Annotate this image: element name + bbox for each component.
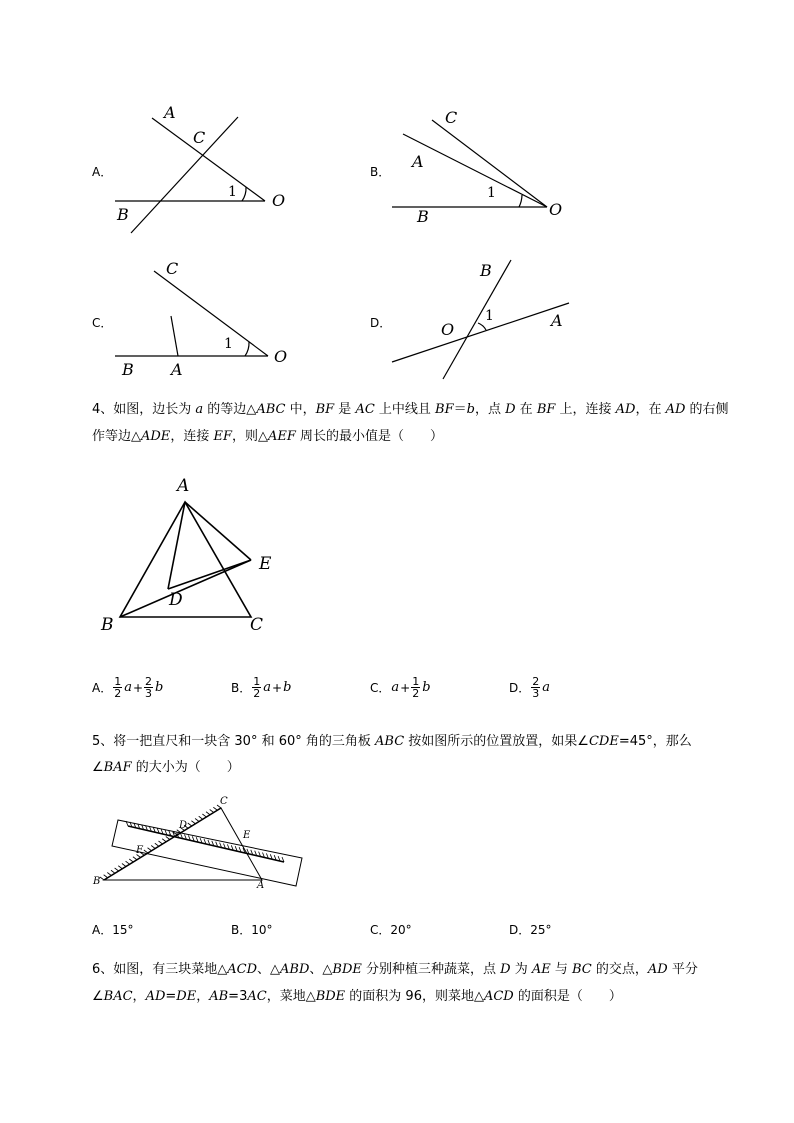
ruler-tick <box>195 819 199 822</box>
q4-question-line1: 4、如图，边长为 a 的等边△ABC 中，BF 是 AC 上中线且 BF＝b，点 D 在 BF 上，连接 AD，在 AD 的右侧 <box>92 402 729 417</box>
ruler-tick <box>191 821 195 824</box>
q6-question-line1: 6、如图，有三块菜地△ACD、△ABD、△BDE 分别种植三种蔬菜，点 D 为 AE 与 BC 的交点，AD 平分 <box>92 962 698 977</box>
ruler-tick <box>118 866 122 869</box>
q5-hatch-marks <box>100 805 284 880</box>
q4-option-c[interactable]: C． a + $\frac{1}{2}$ b <box>370 675 431 700</box>
ruler-tick <box>104 875 108 878</box>
q4-option-b[interactable]: B． $\frac{1}{2}$ a + b <box>231 675 292 700</box>
ruler-tick <box>210 810 214 813</box>
ruler-tick <box>100 877 104 880</box>
q4-option-d[interactable]: D． $\frac{2}{3}$ a <box>509 675 551 700</box>
q3a-point-b: B <box>117 205 129 224</box>
fraction: $\frac{2}{3}$ <box>532 675 540 700</box>
ruler-tick <box>213 807 217 810</box>
q3c-angle-1: 1 <box>224 336 233 352</box>
q3-option-c-label[interactable]: C． <box>92 316 113 330</box>
q3b-point-a: A <box>412 152 424 171</box>
ruler-tick <box>199 816 203 819</box>
q5-point-d: D <box>179 820 188 831</box>
ruler-tick <box>155 843 159 846</box>
q4-figure <box>120 502 251 617</box>
q3a-point-a: A <box>164 103 176 122</box>
q3a-point-o: O <box>272 191 286 210</box>
q4-point-d: D <box>169 590 183 610</box>
ruler-tick <box>115 868 119 871</box>
ruler-tick <box>126 861 130 864</box>
q3-figure-a <box>115 117 265 233</box>
ruler-tick <box>159 841 163 844</box>
q3-option-d-label[interactable]: D． <box>370 316 392 330</box>
q5-option-a[interactable]: A．15° <box>92 923 134 937</box>
q4-point-a: A <box>177 476 190 496</box>
q3a-angle-1: 1 <box>228 184 237 200</box>
q3a-point-c: C <box>193 128 206 147</box>
q3d-point-o: O <box>441 320 455 339</box>
ruler-tick <box>148 848 152 851</box>
q4-question-line2: 作等边△ADE，连接 EF，则△AEF 周长的最小值是（ ） <box>92 429 444 444</box>
q5-question-line1: 5、将一把直尺和一块含 30° 和 60° 角的三角板 ABC 按如图所示的位置放置，如果∠CDE=45°，那么 <box>92 734 692 749</box>
q5-question-line2: ∠BAF 的大小为（ ） <box>92 760 240 775</box>
q3b-point-o: O <box>549 200 563 219</box>
q6-question-line2: ∠BAC，AD=DE，AB=3AC，菜地△BDE 的面积为 96，则菜地△ACD 的面积是（ ） <box>92 989 622 1004</box>
q5-point-a: A <box>257 880 265 891</box>
q3b-point-b: B <box>417 207 429 226</box>
ruler-tick <box>202 814 206 817</box>
q5-point-f: F <box>136 845 143 856</box>
ruler-tick <box>129 859 133 862</box>
q5-figure <box>104 808 302 886</box>
fraction: $\frac{1}{2}$ <box>253 675 261 700</box>
q3d-point-b: B <box>480 261 492 280</box>
q4-option-a[interactable]: A． $\frac{1}{2}$ a + $\frac{2}{3}$ b <box>92 675 164 700</box>
q5-option-b[interactable]: B．10° <box>231 923 273 937</box>
q4-point-b: B <box>101 615 114 635</box>
ruler-tick <box>206 812 210 815</box>
q5-option-c[interactable]: C．20° <box>370 923 412 937</box>
q3c-point-o: O <box>274 347 288 366</box>
ruler-tick <box>107 873 111 876</box>
q3d-angle-1: 1 <box>485 308 494 324</box>
q5-point-b: B <box>93 876 101 887</box>
q3b-angle-1: 1 <box>487 185 496 201</box>
q3b-point-c: C <box>445 108 458 127</box>
fraction: $\frac{2}{3}$ <box>145 675 153 700</box>
ruler-tick <box>162 839 166 842</box>
q5-point-c: C <box>220 796 228 807</box>
q5-point-e: E <box>243 830 251 841</box>
q3-option-b-label[interactable]: B． <box>370 165 391 179</box>
fraction: $\frac{1}{2}$ <box>412 675 420 700</box>
ruler-tick <box>151 846 155 849</box>
q3d-point-a: A <box>551 311 563 330</box>
ruler-tick <box>122 864 126 867</box>
q3c-point-a: A <box>171 360 183 379</box>
ruler-tick <box>166 837 170 840</box>
q3c-point-c: C <box>166 259 179 278</box>
fraction: $\frac{1}{2}$ <box>114 675 122 700</box>
q4-point-c: C <box>250 615 264 635</box>
q3c-point-b: B <box>122 360 134 379</box>
q4-point-e: E <box>259 554 272 574</box>
ruler-tick <box>111 870 115 873</box>
q5-option-d[interactable]: D．25° <box>509 923 552 937</box>
ruler-tick <box>188 823 192 826</box>
q3-option-a-label[interactable]: A． <box>92 165 113 179</box>
ruler-tick <box>133 857 137 860</box>
q3-figure-c <box>115 271 268 356</box>
